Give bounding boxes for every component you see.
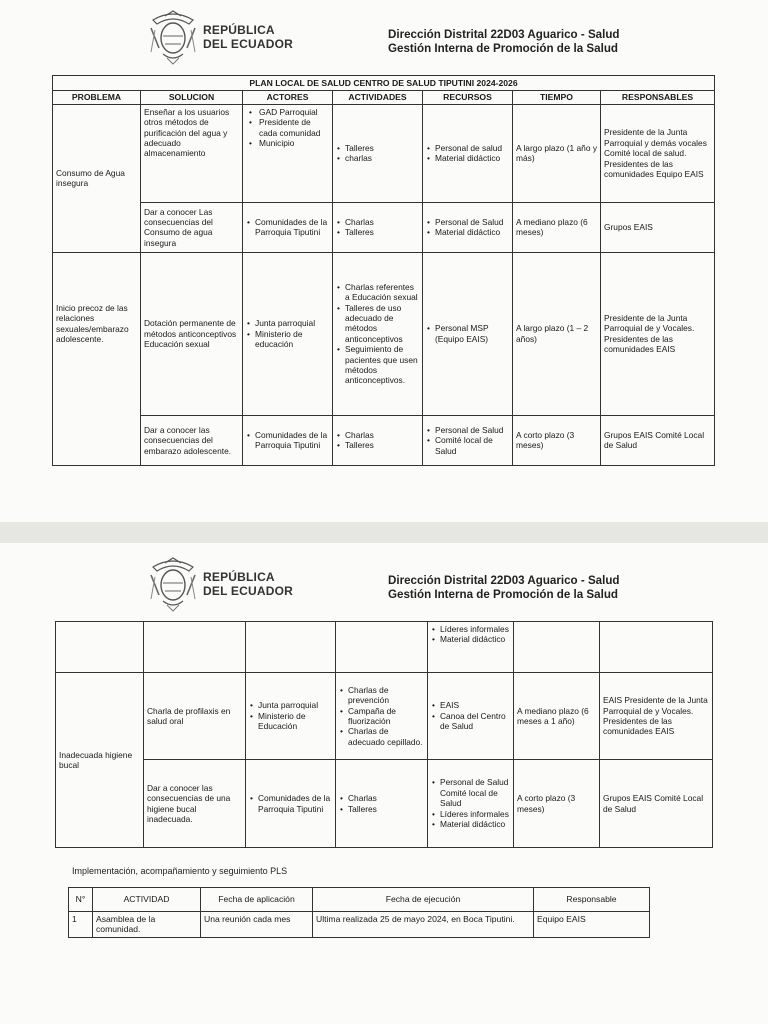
- solucion-cell: Enseñar a los usuarios otros métodos de purificación del agua y adecuado almacenamiento: [141, 104, 243, 202]
- recursos-cell: [428, 760, 514, 848]
- empty-cell: [56, 622, 144, 673]
- tiempo-cell: A corto plazo (3 meses): [513, 415, 601, 465]
- table-row: [56, 622, 713, 673]
- solucion-cell: Dar a conocer Las consecuencias del Consumo de agua insegura: [141, 202, 243, 252]
- col-header: Responsable: [534, 888, 650, 912]
- list-item: • Talleres: [336, 227, 419, 237]
- row-number: 1: [69, 912, 93, 938]
- problema-cell: Consumo de Agua insegura: [53, 104, 141, 252]
- col-header: PROBLEMA: [53, 91, 141, 104]
- recursos-cell: [423, 252, 513, 415]
- list-item: • charlas: [336, 153, 419, 163]
- responsables-cell: Presidente de la Junta Parroquial de y Vocales. Presidentes de las comunidades EAIS: [601, 252, 715, 415]
- empty-cell: [144, 622, 246, 673]
- actores-cell: [243, 202, 333, 252]
- tiempo-cell: A mediano plazo (6 meses): [513, 202, 601, 252]
- responsables-cell: Grupos EAIS Comité Local de Salud: [601, 415, 715, 465]
- list-item: • EAIS: [431, 700, 510, 710]
- col-header: ACTIVIDAD: [93, 888, 201, 912]
- actividades-cell: [333, 104, 423, 202]
- org-line-1: Dirección Distrital 22D03 Aguarico - Salud: [388, 574, 620, 587]
- list-item: • Charlas: [336, 430, 419, 440]
- logo-line-1: REPÚBLICA: [203, 570, 275, 584]
- list-item: • Charlas: [336, 217, 419, 227]
- actores-cell: [246, 760, 336, 848]
- table-row: [56, 760, 713, 848]
- org-line-2: Gestión Interna de Promoción de la Salud: [388, 588, 618, 601]
- list-item: • Material didáctico: [426, 227, 509, 237]
- logo: [145, 555, 293, 613]
- list-item: • Personal de Salud Comité local de Salud: [431, 777, 510, 808]
- org-line-1: Dirección Distrital 22D03 Aguarico - Salud: [388, 28, 620, 41]
- problema-cell: Inicio precoz de las relaciones sexuales/embarazo adolescente.: [53, 252, 141, 465]
- solucion-cell: Dotación permanente de métodos anticonceptivos Educación sexual: [141, 252, 243, 415]
- table-row: [53, 252, 715, 415]
- list-item: • Material didáctico: [431, 819, 510, 829]
- list-item: • Comunidades de la Parroquia Tiputini: [249, 793, 332, 814]
- logo-line-2: DEL ECUADOR: [203, 37, 293, 51]
- col-header: N°: [69, 888, 93, 912]
- recursos-cell: [423, 415, 513, 465]
- actividades-cell: [336, 760, 428, 848]
- list-item: • Junta parroquial: [246, 318, 329, 328]
- col-header: RECURSOS: [423, 91, 513, 104]
- list-item: • Charlas de prevención: [339, 685, 424, 706]
- solucion-cell: Dar a conocer las consecuencias de una higiene bucal inadecuada.: [144, 760, 246, 848]
- actividad-cell: Asamblea de la comunidad.: [93, 912, 201, 938]
- col-header: Fecha de ejecución: [313, 888, 534, 912]
- actividades-cell: [333, 252, 423, 415]
- list-item: • Charlas de adecuado cepillado.: [339, 726, 424, 747]
- list-item: • Seguimiento de pacientes que usen métodos anticonceptivos.: [336, 344, 419, 386]
- table-row: [56, 673, 713, 760]
- problema-cell: Inadecuada higiene bucal: [56, 673, 144, 848]
- list-item: • Ministerio de educación: [246, 329, 329, 350]
- responsables-cell: EAIS Presidente de la Junta Parroquial de y Vocales. Presidentes de las comunidades EAIS: [600, 673, 713, 760]
- col-header: RESPONSABLES: [601, 91, 715, 104]
- table-row: [53, 202, 715, 252]
- col-header: TIEMPO: [513, 91, 601, 104]
- list-item: • Junta parroquial: [249, 700, 332, 710]
- list-item: • Talleres: [339, 804, 424, 814]
- solucion-cell: Charla de profilaxis en salud oral: [144, 673, 246, 760]
- list-item: • Charlas referentes a Educación sexual: [336, 282, 419, 303]
- actores-cell: [246, 673, 336, 760]
- list-item: • Campaña de fluorización: [339, 706, 424, 727]
- logo-line-2: DEL ECUADOR: [203, 584, 293, 598]
- list-item: • Líderes informales: [431, 624, 510, 634]
- responsables-cell: Grupos EAIS: [601, 202, 715, 252]
- list-item: • Comunidades de la Parroquia Tiputini: [246, 217, 329, 238]
- responsables-cell: Presidente de la Junta Parroquial y demás vocales Comité local de salud. Presidentes de las comunidades Equipo EAIS: [601, 104, 715, 202]
- list-item: • Talleres: [336, 143, 419, 153]
- coat-of-arms-icon: [145, 555, 201, 613]
- tiempo-cell: A largo plazo (1 – 2 años): [513, 252, 601, 415]
- plan-table-continued: [55, 621, 713, 848]
- empty-cell: [600, 622, 713, 673]
- plan-title: PLAN LOCAL DE SALUD CENTRO DE SALUD TIPUTINI 2024-2026: [53, 76, 715, 91]
- table-row: [69, 912, 650, 938]
- table-row: [53, 104, 715, 202]
- actores-cell: [243, 415, 333, 465]
- implementation-title: Implementación, acompañamiento y seguimiento PLS: [72, 866, 288, 876]
- org-header: [388, 28, 620, 56]
- list-item: • Personal de Salud: [426, 217, 509, 227]
- tiempo-cell: A largo plazo (1 año y más): [513, 104, 601, 202]
- tiempo-cell: A mediano plazo (6 meses a 1 año): [514, 673, 600, 760]
- logo-line-1: REPÚBLICA: [203, 23, 275, 37]
- col-header: Fecha de aplicación: [201, 888, 313, 912]
- page-gap: [0, 522, 768, 543]
- list-item: • Material didáctico: [431, 634, 510, 644]
- org-header: [388, 574, 620, 602]
- list-item: • Personal de Salud: [426, 425, 509, 435]
- list-item: • Charlas: [339, 793, 424, 803]
- solucion-cell: Dar a conocer las consecuencias del embarazo adolescente.: [141, 415, 243, 465]
- logo: [145, 8, 293, 66]
- list-item: • GAD Parroquial: [246, 107, 329, 117]
- actores-cell: [243, 104, 333, 202]
- responsables-cell: Grupos EAIS Comité Local de Salud: [600, 760, 713, 848]
- actividades-cell: [336, 673, 428, 760]
- coat-of-arms-icon: [145, 8, 201, 66]
- col-header: ACTORES: [243, 91, 333, 104]
- fecha-ejecucion-cell: Ultima realizada 25 de mayo 2024, en Boca Tiputini.: [313, 912, 534, 938]
- list-item: • Ministerio de Educación: [249, 711, 332, 732]
- recursos-cell: [428, 622, 514, 673]
- actividades-cell: [333, 202, 423, 252]
- list-item: • Talleres de uso adecuado de métodos anticonceptivos: [336, 303, 419, 345]
- org-line-2: Gestión Interna de Promoción de la Salud: [388, 42, 618, 55]
- plan-table: [52, 75, 715, 466]
- list-item: • Líderes informales: [431, 809, 510, 819]
- empty-cell: [336, 622, 428, 673]
- list-item: • Personal MSP (Equipo EAIS): [426, 323, 509, 344]
- list-item: • Talleres: [336, 440, 419, 450]
- empty-cell: [514, 622, 600, 673]
- table-row: [53, 415, 715, 465]
- implementation-table: [68, 887, 650, 938]
- fecha-aplicacion-cell: Una reunión cada mes: [201, 912, 313, 938]
- list-item: • Material didáctico: [426, 153, 509, 163]
- empty-cell: [246, 622, 336, 673]
- col-header: SOLUCION: [141, 91, 243, 104]
- recursos-cell: [423, 104, 513, 202]
- list-item: • Comunidades de la Parroquia Tiputini: [246, 430, 329, 451]
- col-header: ACTIVIDADES: [333, 91, 423, 104]
- recursos-cell: [428, 673, 514, 760]
- list-item: • Canoa del Centro de Salud: [431, 711, 510, 732]
- list-item: • Personal de salud: [426, 143, 509, 153]
- list-item: • Comité local de Salud: [426, 435, 509, 456]
- responsable-cell: Equipo EAIS: [534, 912, 650, 938]
- recursos-cell: [423, 202, 513, 252]
- actores-cell: [243, 252, 333, 415]
- list-item: • Municipio: [246, 138, 329, 148]
- list-item: • Presidente de cada comunidad: [246, 117, 329, 138]
- actividades-cell: [333, 415, 423, 465]
- tiempo-cell: A corto plazo (3 meses): [514, 760, 600, 848]
